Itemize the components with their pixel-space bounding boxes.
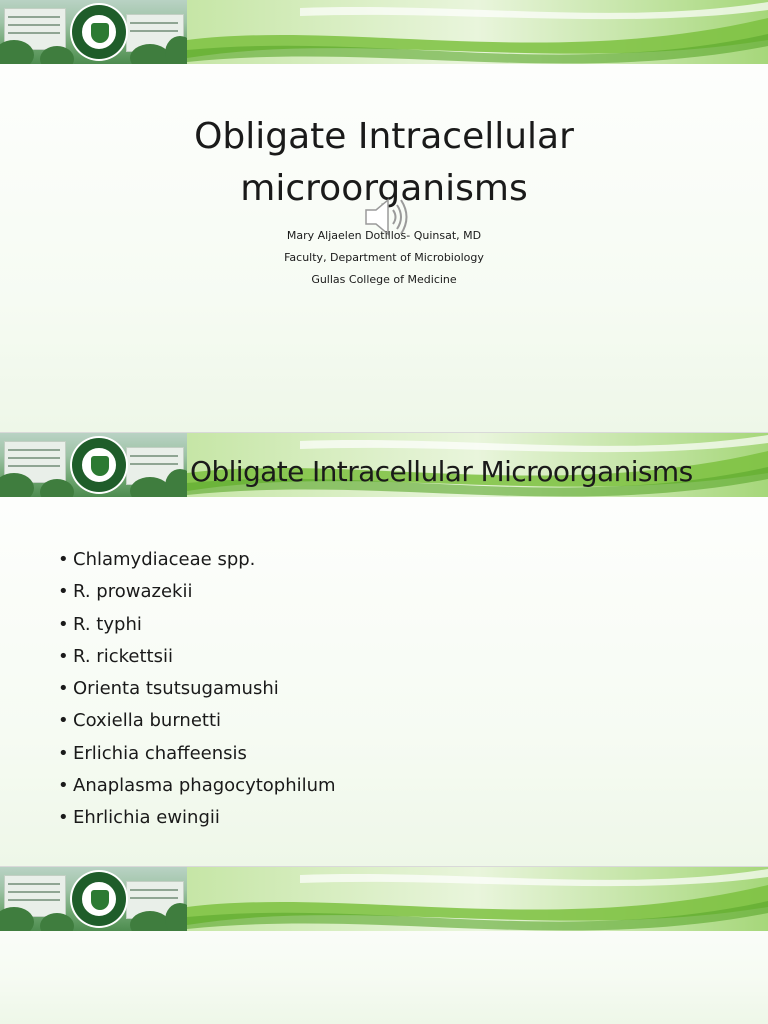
- list-item: • Orienta tsutsugamushi: [58, 674, 336, 706]
- slide-title-line-1: Obligate Intracellular: [194, 116, 574, 157]
- slide-3: [0, 867, 768, 1024]
- header-banner: [0, 0, 768, 66]
- list-item: • Chlamydiaceae spp.: [58, 545, 336, 577]
- header-banner: [0, 867, 768, 933]
- list-item: • Coxiella burnetti: [58, 706, 336, 738]
- list-item: • Anaplasma phagocytophilum: [58, 771, 336, 803]
- list-item: • R. prowazekii: [58, 577, 336, 609]
- list-item: • R. typhi: [58, 610, 336, 642]
- list-item: • Ehrlichia ewingii: [58, 803, 336, 835]
- author-position: Faculty, Department of Microbiology: [284, 251, 484, 264]
- author-name: Mary Aljaelen Dotillos- Quinsat, MD: [286, 229, 482, 242]
- list-item: • Erlichia chaffeensis: [58, 739, 336, 771]
- college-seal-icon: [72, 872, 126, 926]
- college-seal-icon: [72, 5, 126, 59]
- slide-title: Obligate Intracellular Microorganisms: [190, 455, 693, 488]
- slide-1: [0, 0, 768, 432]
- slide-title-line-2: microorganisms: [240, 168, 528, 209]
- organism-list: [58, 545, 336, 836]
- slide-2: [0, 433, 768, 866]
- college-seal-icon: [72, 438, 126, 492]
- list-item: • R. rickettsii: [58, 642, 336, 674]
- institution-name: Gullas College of Medicine: [311, 273, 457, 286]
